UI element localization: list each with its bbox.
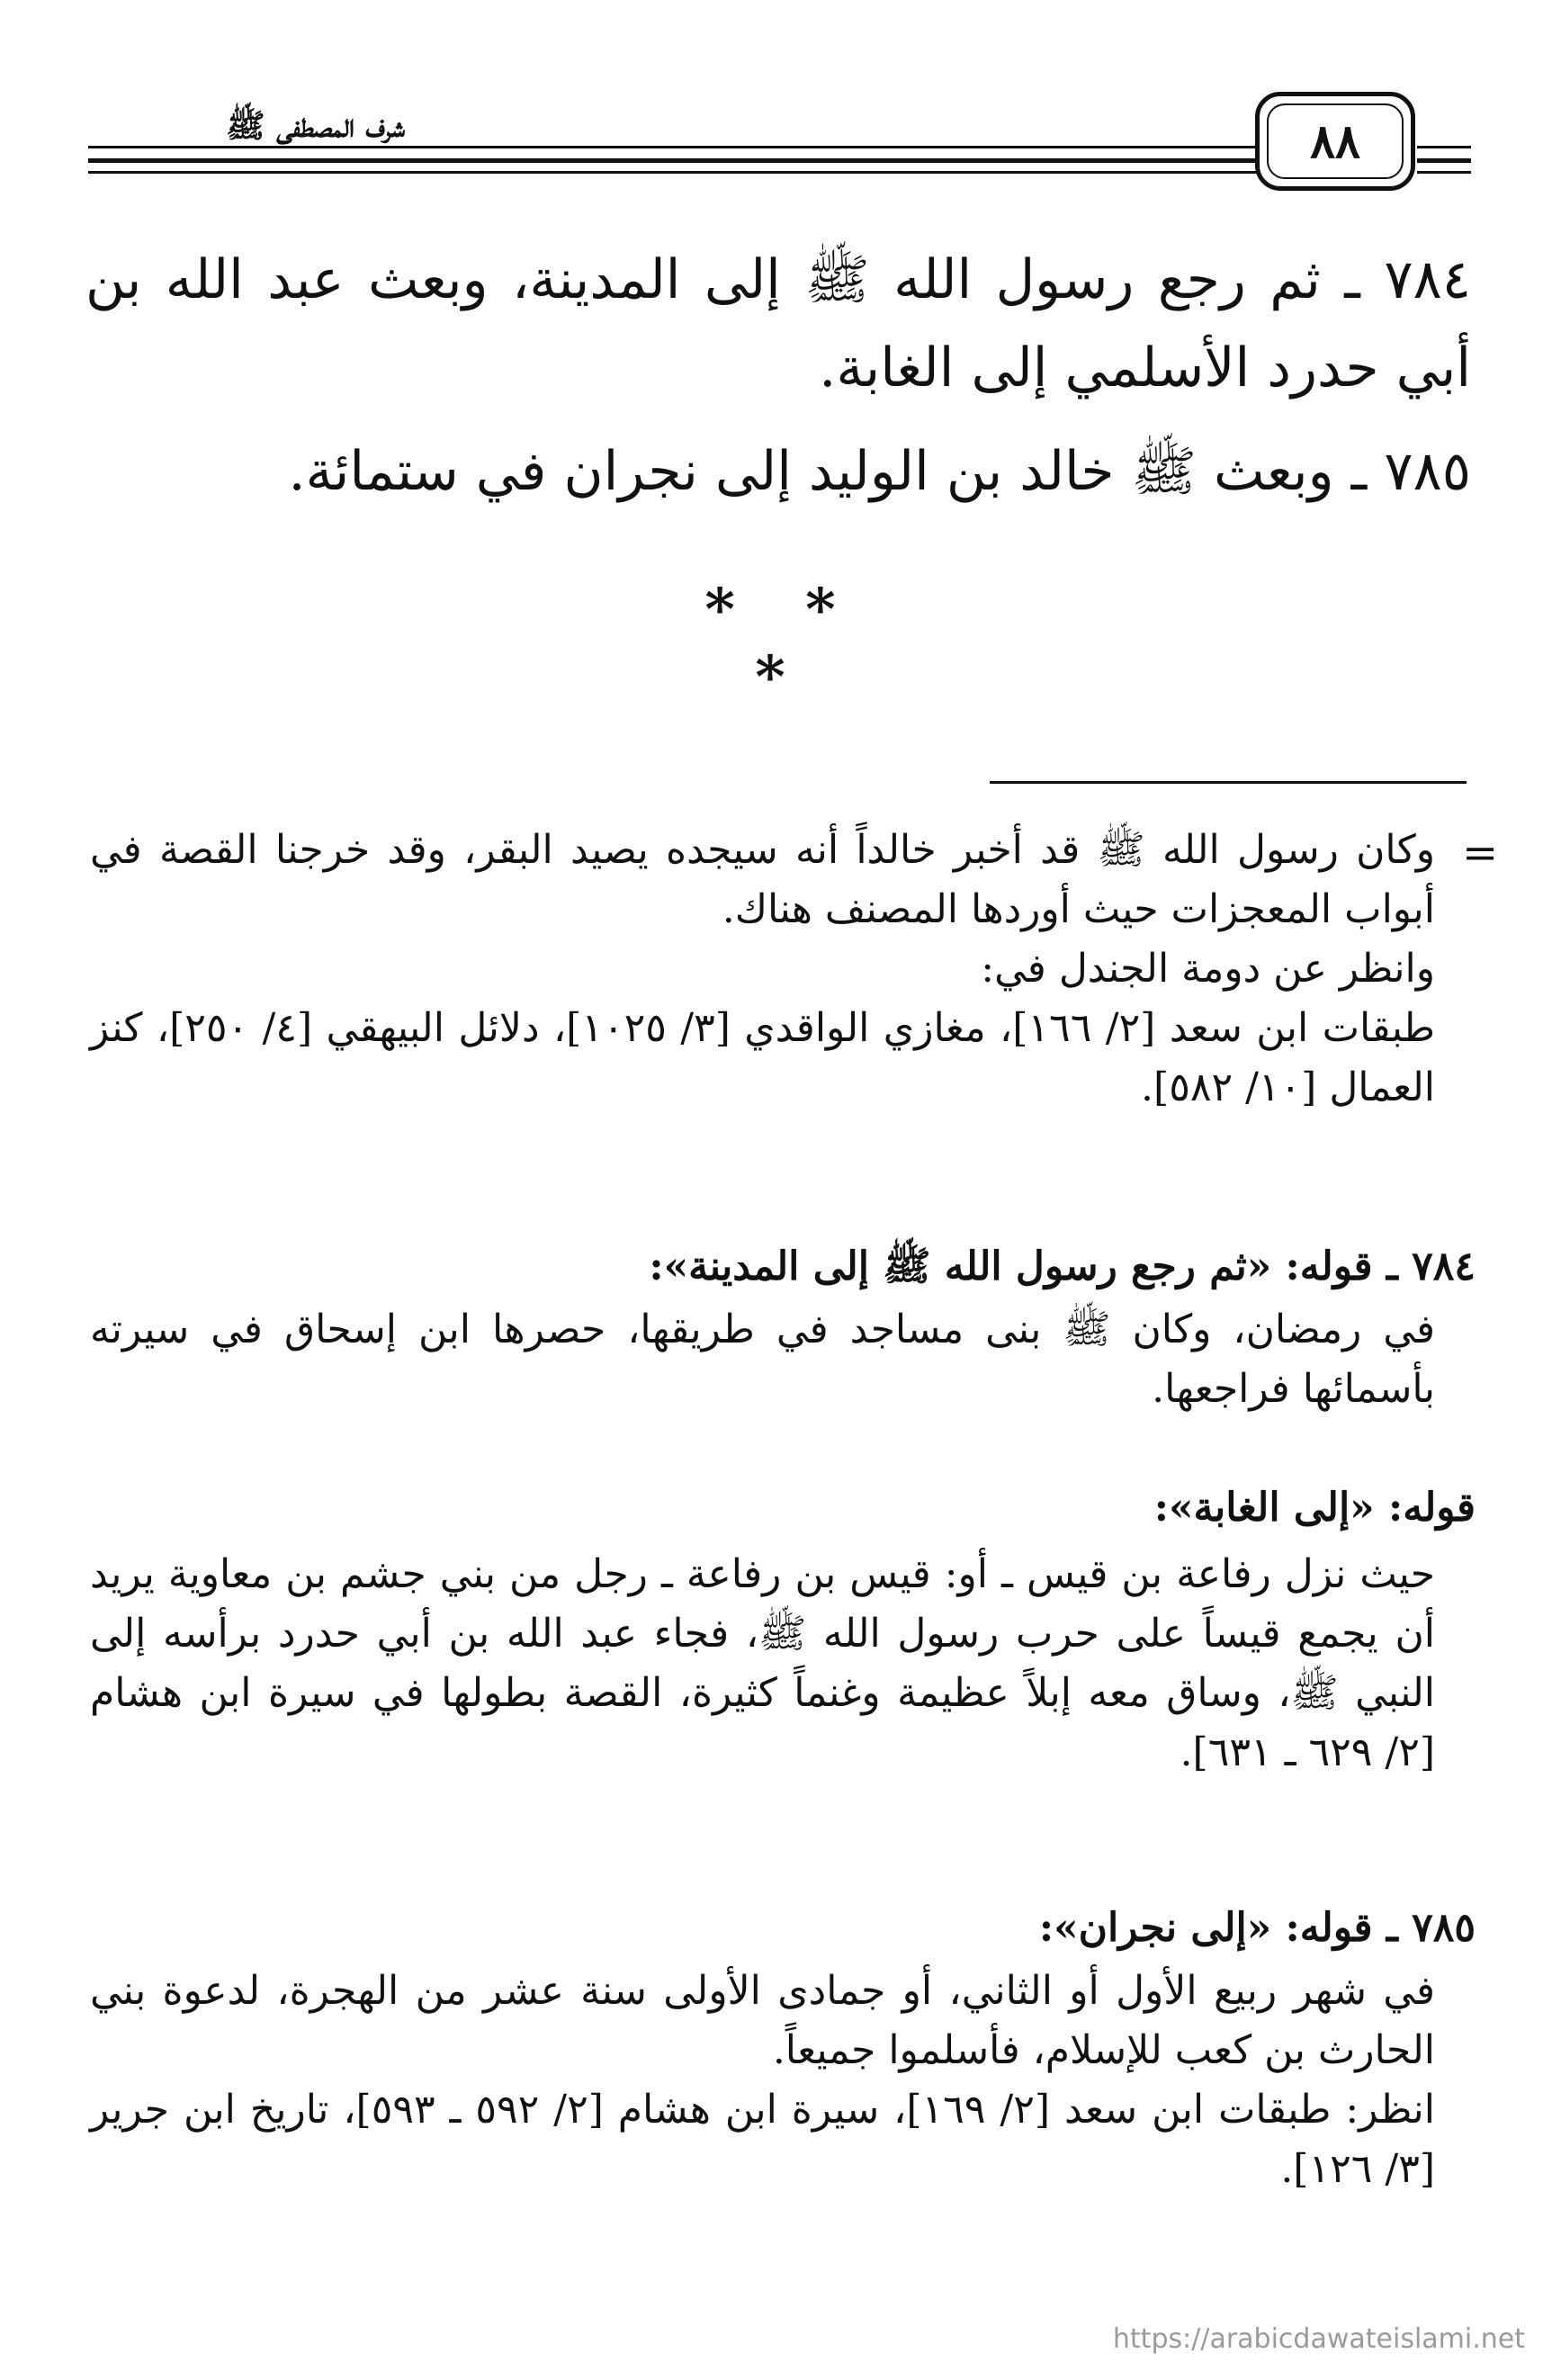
page-number: ٨٨	[1267, 103, 1404, 179]
footnote-block-2: في رمضان، وكان ﷺ بنى مساجد في طريقها، حصرها ابن إسحاق في سيرته بأسمائها فراجعها.	[90, 1307, 1435, 1412]
footnote-heading-785: ٧٨٥ ـ قوله: «إلى نجران»:	[1038, 1905, 1476, 1951]
book-title: شرف المصطفى ﷺ	[226, 107, 405, 145]
footnote-heading-784: ٧٨٤ ـ قوله: «ثم رجع رسول الله ﷺ إلى المدينة»:	[649, 1244, 1476, 1289]
footnote-block-1: وكان رسول الله ﷺ قد أخبر خالداً أنه سيجده يصيد البقر، وقد خرجنا القصة في أبواب المعجزات حيث أوردها المصنف هناك. وانظر عن دومة الجندل في: طبقات ابن سعد [٢/ ١٦٦]، مغازي الواقدي [٣/ ١٠٢٥]، دلائل البيهقي [٤/ ٢٥٠]، كنز العمال [١٠/ ٥٨٢].	[90, 827, 1436, 1110]
footnote-heading-ghaba: قوله: «إلى الغابة»:	[1153, 1485, 1476, 1531]
header-rule-right-top	[1417, 146, 1471, 148]
footnote-rule	[990, 781, 1467, 784]
paragraph-785: ٧٨٥ ـ وبعث ﷺ خالد بن الوليد إلى نجران في ستمائة.	[288, 440, 1471, 503]
paragraph-784: ٧٨٤ ـ ثم رجع رسول الله ﷺ إلى المدينة، وبعث عبد الله بن أبي حدرد الأسلمي إلى الغابة.	[85, 248, 1471, 400]
watermark-url: https://arabicdawateislami.net	[1112, 2323, 1525, 2355]
header-rule-right-bottom	[1417, 171, 1471, 174]
header-rule-right-middle	[1417, 158, 1471, 163]
section-separator: * * *	[704, 576, 861, 711]
page-number-frame	[1255, 92, 1415, 191]
footnote-block-3: حيث نزل رفاعة بن قيس ـ أو: قيس بن رفاعة ـ رجل من بني جشم بن معاوية يريد أن يجمع قيساً على حرب رسول الله ﷺ، فجاء عبد الله بن أبي حدرد برأسه إلى النبي ﷺ، وساق معه إبلاً عظيمة وغنماً كثيرة، القصة بطولها في سيرة ابن هشام [٢/ ٦٢٩ ـ ٦٣١].	[90, 1551, 1435, 1775]
footnote-block-4: في شهر ربيع الأول أو الثاني، أو جمادى الأولى سنة عشر من الهجرة، لدعوة بني الحارث بن كعب للإسلام، فأسلموا جميعاً. انظر: طبقات ابن سعد [٢/ ١٦٩]، سيرة ابن هشام [٢/ ٥٩٢ ـ ٥٩٣]، تاريخ ابن جرير [٣/ ١٢٦].	[90, 1968, 1435, 2192]
continuation-mark: =	[1462, 828, 1499, 878]
header-rule-middle	[88, 158, 1258, 163]
header-rule-top	[88, 146, 1258, 148]
header-rule-bottom	[88, 171, 1258, 174]
